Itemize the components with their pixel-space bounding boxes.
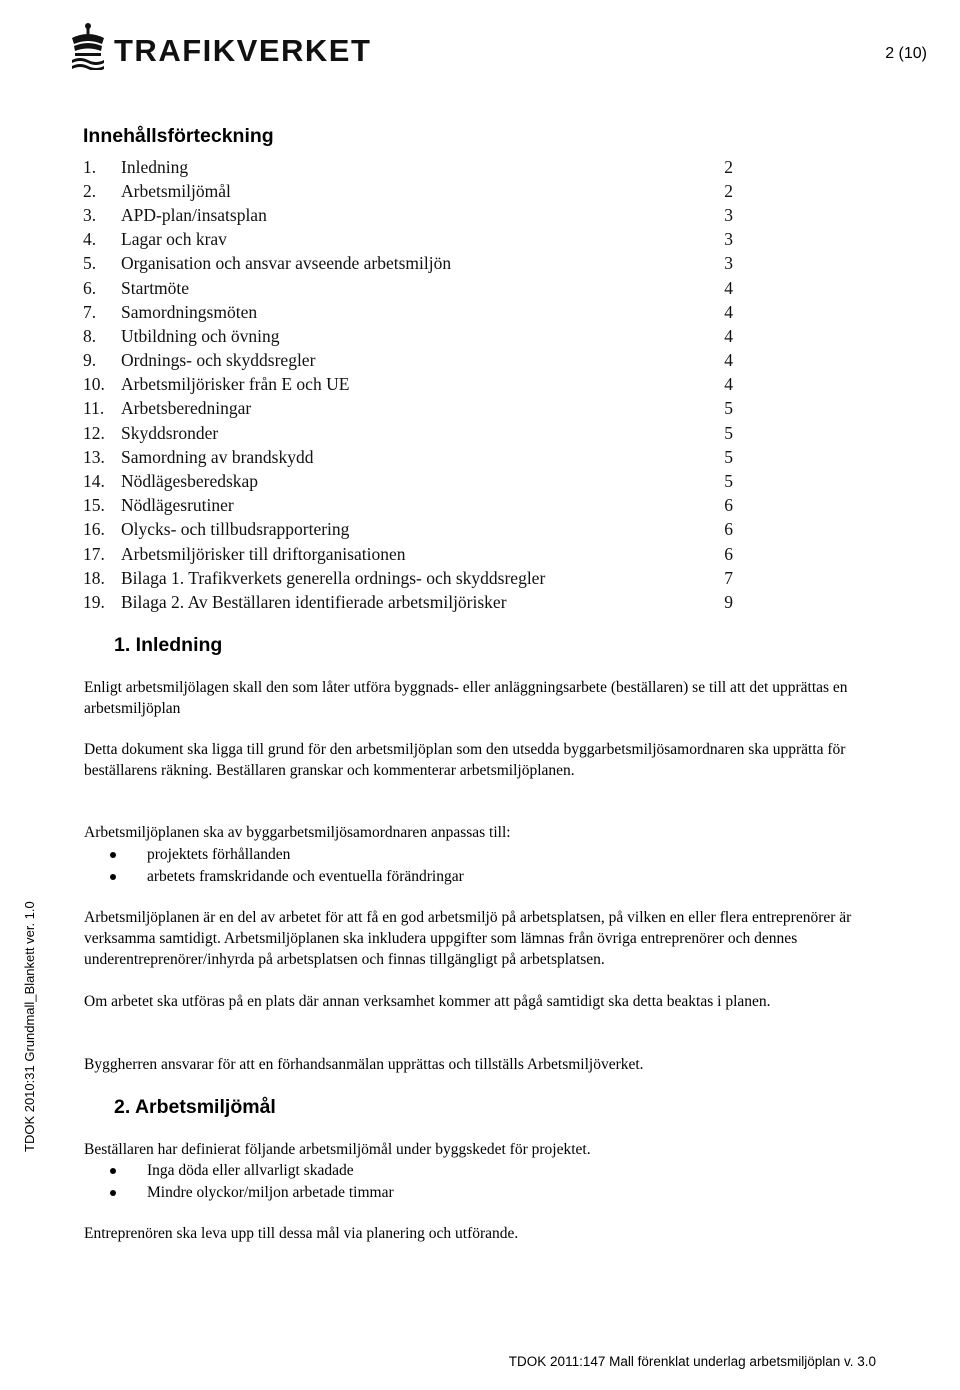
toc-page: 7 (724, 567, 733, 588)
crown-logo-icon (68, 22, 108, 70)
toc-row (83, 276, 733, 300)
toc-row (83, 469, 733, 493)
toc-title: Nödlägesrutiner (121, 495, 234, 516)
page-number: 2 (10) (885, 45, 927, 62)
paragraph: Entreprenören ska leva upp till dessa mål via planering och utförande. (84, 1225, 519, 1242)
logo-text: TRAFIKVERKET (114, 33, 372, 68)
toc-num: 17. (83, 543, 105, 564)
toc-num: 19. (83, 591, 105, 612)
list-item: Mindre olyckor/miljon arbetade timmar (84, 1182, 394, 1204)
section-heading-inledning: 1. Inledning (114, 634, 223, 656)
paragraph: Arbetsmiljöplanen är en del av arbetet för att få en god arbetsmiljö på arbetsplatsen, på vilken en eller flera entreprenörer är verksamma samtidigt. Arbetsmiljöplanen ska inkludera uppgifter som lämnas från övriga entreprenörer och dennes underentreprenörer/inhyrda på arbetsplatsen och finnas tillgängligt på arbetsplatsen. (84, 909, 852, 968)
toc-title: Arbetsberedningar (121, 398, 252, 419)
paragraph: Enligt arbetsmiljölagen skall den som låter utföra byggnads- eller anläggningsarbete (beställaren) se till att det upprättas en arbetsmiljöplan (84, 679, 848, 717)
toc-num: 16. (83, 519, 105, 540)
toc-page: 4 (724, 301, 733, 322)
bullet-icon (110, 874, 116, 880)
toc-row (83, 203, 733, 227)
toc-num: 18. (83, 567, 105, 588)
toc-title: APD-plan/insatsplan (121, 204, 267, 225)
toc-title: Nödlägesberedskap (121, 471, 259, 492)
toc-num: 11. (83, 398, 105, 419)
list-item: projektets förhållanden (84, 844, 464, 866)
toc-title: Samordning av brandskydd (121, 446, 314, 467)
paragraph: Arbetsmiljöplanen ska av byggarbetsmiljösamordnaren anpassas till: (84, 824, 511, 841)
toc-num: 1. (83, 156, 97, 177)
paragraph: Detta dokument ska ligga till grund för den arbetsmiljöplan som den utsedda byggarbetsmiljösamordnaren ska upprätta för beställarens räkning. Beställaren granskar och kommenterar arbetsmiljöplanen. (84, 741, 846, 779)
toc-page: 5 (724, 471, 733, 492)
toc-row (83, 421, 733, 445)
toc-page: 2 (724, 180, 733, 201)
section-heading-arbetsmiljomal: 2. Arbetsmiljömål (114, 1096, 276, 1118)
toc-num: 10. (83, 374, 105, 395)
toc-heading: Innehållsförteckning (83, 125, 274, 147)
toc-row (83, 179, 733, 203)
toc-title: Skyddsronder (121, 422, 219, 443)
toc-title: Arbetsmiljörisker från E och UE (121, 374, 350, 395)
toc-row (83, 494, 733, 518)
side-document-label: TDOK 2010:31 Grundmall_Blankett ver. 1.0 (22, 901, 37, 1152)
toc-title: Lagar och krav (121, 229, 227, 250)
paragraph: Beställaren har definierat följande arbetsmiljömål under byggskedet för projektet. (84, 1141, 591, 1158)
page-footer: TDOK 2011:147 Mall förenklat underlag arbetsmiljöplan v. 3.0 (508, 1354, 876, 1369)
toc-title: Organisation och ansvar avseende arbetsmiljön (121, 253, 452, 274)
toc-row (83, 228, 733, 252)
toc-page: 9 (724, 591, 733, 612)
toc-page: 5 (724, 398, 733, 419)
toc-row (83, 155, 733, 179)
toc-row (83, 373, 733, 397)
toc-title: Utbildning och övning (121, 325, 280, 346)
toc-num: 2. (83, 180, 97, 201)
paragraph: Byggherren ansvarar för att en förhandsanmälan upprättas och tillställs Arbetsmiljöverket. (84, 1056, 644, 1073)
toc-num: 6. (83, 277, 97, 298)
toc-row (83, 590, 733, 614)
toc-title: Ordnings- och skyddsregler (121, 350, 316, 371)
list-item: Inga döda eller allvarligt skadade (84, 1160, 394, 1182)
toc-num: 14. (83, 471, 105, 492)
bullet-icon (110, 1190, 116, 1196)
bullet-icon (110, 1168, 116, 1174)
toc-row (83, 397, 733, 421)
toc-num: 7. (83, 301, 97, 322)
toc-page: 5 (724, 422, 733, 443)
toc-page: 2 (724, 156, 733, 177)
toc-page: 3 (724, 229, 733, 250)
toc-title: Startmöte (121, 277, 190, 298)
bullet-list (84, 844, 464, 887)
toc-row (83, 518, 733, 542)
toc-page: 3 (724, 204, 733, 225)
toc-num: 4. (83, 229, 97, 250)
table-of-contents (83, 155, 733, 615)
toc-row (83, 300, 733, 324)
trafikverket-logo (68, 22, 371, 70)
toc-num: 12. (83, 422, 105, 443)
toc-row (83, 542, 733, 566)
toc-page: 6 (724, 495, 733, 516)
list-item: arbetets framskridande och eventuella förändringar (84, 866, 464, 888)
toc-title: Bilaga 2. Av Beställaren identifierade arbetsmiljörisker (121, 591, 507, 612)
toc-num: 15. (83, 495, 105, 516)
toc-title: Arbetsmiljörisker till driftorganisationen (121, 543, 406, 564)
toc-page: 6 (724, 519, 733, 540)
toc-page: 4 (724, 277, 733, 298)
page-header (0, 0, 960, 80)
toc-row (83, 324, 733, 348)
toc-page: 4 (724, 350, 733, 371)
toc-title: Inledning (121, 156, 189, 177)
toc-row (83, 566, 733, 590)
toc-num: 3. (83, 204, 97, 225)
toc-row (83, 445, 733, 469)
toc-num: 8. (83, 325, 97, 346)
toc-title: Olycks- och tillbudsrapportering (121, 519, 350, 540)
toc-num: 9. (83, 350, 97, 371)
toc-title: Bilaga 1. Trafikverkets generella ordnings- och skyddsregler (121, 567, 546, 588)
toc-num: 13. (83, 446, 105, 467)
bullet-icon (110, 852, 116, 858)
toc-row (83, 349, 733, 373)
bullet-list (84, 1160, 394, 1203)
toc-num: 5. (83, 253, 97, 274)
toc-title: Samordningsmöten (121, 301, 258, 322)
toc-page: 4 (724, 325, 733, 346)
toc-page: 6 (724, 543, 733, 564)
paragraph: Om arbetet ska utföras på en plats där annan verksamhet kommer att pågå samtidigt ska detta beaktas i planen. (84, 993, 771, 1010)
toc-title: Arbetsmiljömål (121, 180, 231, 201)
toc-page: 3 (724, 253, 733, 274)
toc-page: 4 (724, 374, 733, 395)
toc-row (83, 252, 733, 276)
toc-page: 5 (724, 446, 733, 467)
